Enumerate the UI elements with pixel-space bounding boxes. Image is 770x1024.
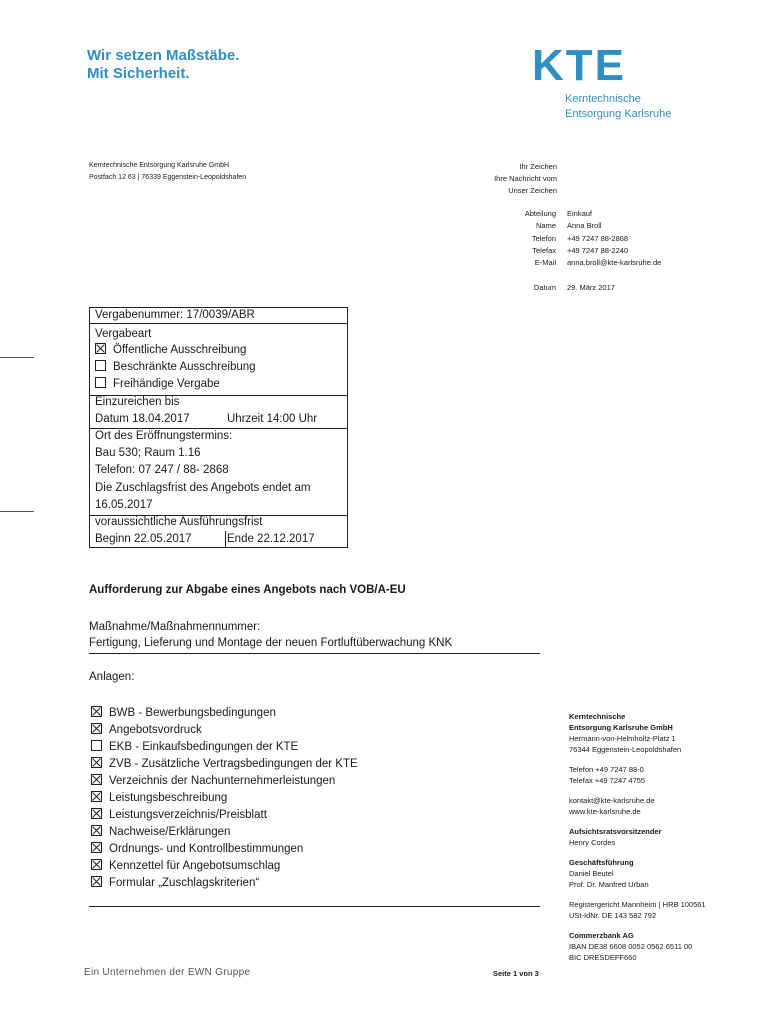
contact-department: Einkauf — [567, 209, 593, 218]
checkbox-checked — [91, 757, 102, 768]
date-label: Datum — [533, 283, 556, 292]
ausfuehrungsfrist-label: voraussichtliche Ausführungsfrist — [95, 516, 263, 528]
contact-phone: +49 7247 88-2868 — [567, 233, 629, 243]
checkbox-checked — [91, 842, 102, 853]
attachment-label: Formular „Zuschlagskriterien“ — [109, 877, 260, 889]
einzureichen-label: Einzureichen bis — [95, 396, 180, 408]
zuschlagsfrist-line-1: Die Zuschlagsfrist des Angebots endet am — [95, 482, 311, 494]
slogan — [87, 47, 239, 83]
kte-logo: KTE — [532, 41, 626, 90]
checkbox-empty — [95, 377, 106, 388]
measure-label: Maßnahme/Maßnahmennummer: — [89, 621, 261, 633]
contact-label: Telefax — [532, 245, 556, 255]
attachments-list — [91, 705, 358, 892]
company-street: Hermann-von-Helmholtz-Platz 1 — [569, 734, 676, 743]
ort-bau: Bau 530; Raum 1.16 — [95, 447, 201, 459]
attachment-item — [91, 807, 358, 824]
bank-iban: IBAN DE38 6608 0052 0562 6511 00 — [569, 942, 693, 951]
contact-label: Name — [535, 221, 556, 231]
checkbox-checked — [91, 791, 102, 802]
zuschlagsfrist-line-2: 16.05.2017 — [95, 499, 153, 511]
attachment-label: Leistungsbeschreibung — [109, 792, 228, 804]
company-name-2: Entsorgung Karlsruhe GmbH — [569, 723, 673, 732]
ref-ihr-zeichen: Ihr Zeichen — [519, 162, 557, 171]
vergabenummer: Vergabenummer: 17/0039/ABR — [95, 309, 255, 321]
contact-label: Abteilung — [524, 209, 556, 218]
submission-time: Uhrzeit 14:00 Uhr — [227, 413, 318, 425]
logo-subtitle-line-1: Kerntechnische — [565, 93, 641, 105]
ref-unser-zeichen: Unser Zeichen — [508, 186, 557, 195]
checkbox-empty — [95, 360, 106, 371]
board-name: Henry Cordes — [569, 838, 616, 847]
checkbox-checked — [91, 706, 102, 717]
document-heading: Aufforderung zur Abgabe eines Angebots nach VOB/A-EU — [89, 584, 406, 596]
box-column-divider — [225, 531, 226, 548]
sender-line-1: Kerntechnische Entsorgung Karlsruhe GmbH — [89, 162, 230, 169]
attachment-item — [91, 722, 358, 739]
contact-labels — [470, 208, 556, 269]
option-label: Öffentliche Ausschreibung — [113, 344, 247, 356]
attachment-label: Angebotsvordruck — [109, 724, 202, 736]
management-name-2: Prof. Dr. Manfred Urban — [569, 880, 649, 889]
checkbox-empty — [91, 740, 102, 751]
logo-subtitle — [565, 92, 671, 122]
sender-address — [89, 160, 246, 184]
ref-ihre-nachricht: Ihre Nachricht vom — [494, 174, 557, 183]
box-divider — [90, 323, 347, 324]
attachment-item — [91, 756, 358, 773]
board-label: Aufsichtsratsvorsitzender — [569, 827, 662, 836]
option-beschraenkt — [95, 360, 256, 375]
register-court: Registergericht Mannheim | HRB 100561 — [569, 900, 706, 909]
contact-values — [567, 208, 661, 269]
contact-label: Telefon — [531, 233, 556, 243]
vat-id: USt-IdNr. DE 143 582 792 — [569, 911, 657, 920]
reference-labels — [440, 161, 557, 197]
attachment-label: EKB - Einkaufsbedingungen der KTE — [109, 741, 299, 753]
attachments-label: Anlagen: — [89, 671, 135, 683]
beginn: Beginn 22.05.2017 — [95, 533, 192, 545]
vergabeart-label: Vergabeart — [95, 328, 152, 340]
contact-fax: +49 7247 88-2240 — [567, 245, 629, 255]
management-label: Geschäftsführung — [569, 858, 634, 867]
attachment-label: Nachweise/Erklärungen — [109, 826, 231, 838]
attachment-item — [91, 790, 358, 807]
ende: Ende 22.12.2017 — [227, 533, 315, 545]
fold-mark — [0, 511, 34, 512]
ort-label: Ort des Eröffnungstermins: — [95, 430, 233, 442]
bank-name: Commerzbank AG — [569, 931, 634, 940]
divider-line — [89, 906, 540, 907]
submission-date: Datum 18.04.2017 — [95, 413, 190, 425]
slogan-line-1: Wir setzen Maßstäbe. — [87, 47, 240, 64]
attachment-label: Leistungsverzeichnis/Preisblatt — [109, 809, 267, 821]
option-label: Beschränkte Ausschreibung — [113, 361, 256, 373]
attachment-label: Ordnungs- und Kontrollbestimmungen — [109, 843, 304, 855]
attachment-label: Verzeichnis der Nachunternehmerleistungen — [109, 775, 336, 787]
logo-subtitle-line-2: Entsorgung Karlsruhe — [565, 108, 672, 120]
measure-value: Fertigung, Lieferung und Montage der neuen Fortluftüberwachung KNK — [89, 637, 453, 649]
checkbox-checked — [91, 825, 102, 836]
attachment-item — [91, 705, 358, 722]
option-label: Freihändige Vergabe — [113, 378, 220, 390]
company-city: 76344 Eggenstein-Leopoldshafen — [569, 745, 682, 754]
checkbox-checked — [95, 343, 106, 354]
ort-telefon: Telefon: 07 247 / 88- 2868 — [95, 464, 229, 476]
fold-mark — [0, 357, 34, 358]
option-freihaendig — [95, 377, 220, 392]
option-oeffentlich — [95, 343, 246, 358]
contact-name: Anna Broll — [567, 221, 602, 231]
company-email: kontakt@kte-karlsruhe.de — [569, 796, 655, 805]
divider-line — [89, 653, 540, 654]
attachment-label: Kennzettel für Angebotsumschlag — [109, 860, 281, 872]
checkbox-checked — [91, 859, 102, 870]
company-web: www.kte-karlsruhe.de — [569, 807, 641, 816]
checkbox-checked — [91, 723, 102, 734]
contact-email: anna.broll@kte-karlsruhe.de — [567, 258, 662, 268]
management-name-1: Daniel Beutel — [569, 869, 614, 878]
company-info — [569, 711, 764, 963]
sender-line-2: Postfach 12 63 | 76339 Eggenstein-Leopoldshafen — [89, 174, 247, 181]
footer-group: Ein Unternehmen der EWN Gruppe — [84, 967, 251, 978]
attachment-item — [91, 773, 358, 790]
checkbox-checked — [91, 774, 102, 785]
contact-label: E-Mail — [534, 258, 556, 268]
page-number: Seite 1 von 3 — [493, 969, 539, 978]
company-phone: Telefon +49 7247 88-0 — [569, 765, 644, 774]
checkbox-checked — [91, 876, 102, 887]
checkbox-checked — [91, 808, 102, 819]
attachment-item — [91, 858, 358, 875]
attachment-label: BWB - Bewerbungsbedingungen — [109, 707, 276, 719]
company-name-1: Kerntechnische — [569, 712, 626, 721]
attachment-item — [91, 824, 358, 841]
attachment-label: ZVB - Zusätzliche Vertragsbedingungen der KTE — [109, 758, 358, 770]
date-value: 29. März 2017 — [567, 283, 615, 292]
attachment-item — [91, 875, 358, 892]
attachment-item — [91, 739, 358, 756]
slogan-line-2: Mit Sicherheit. — [87, 65, 190, 82]
attachment-item — [91, 841, 358, 858]
company-fax: Telefax +49 7247 4755 — [569, 776, 646, 785]
bank-bic: BIC DRESDEFF660 — [569, 953, 637, 962]
